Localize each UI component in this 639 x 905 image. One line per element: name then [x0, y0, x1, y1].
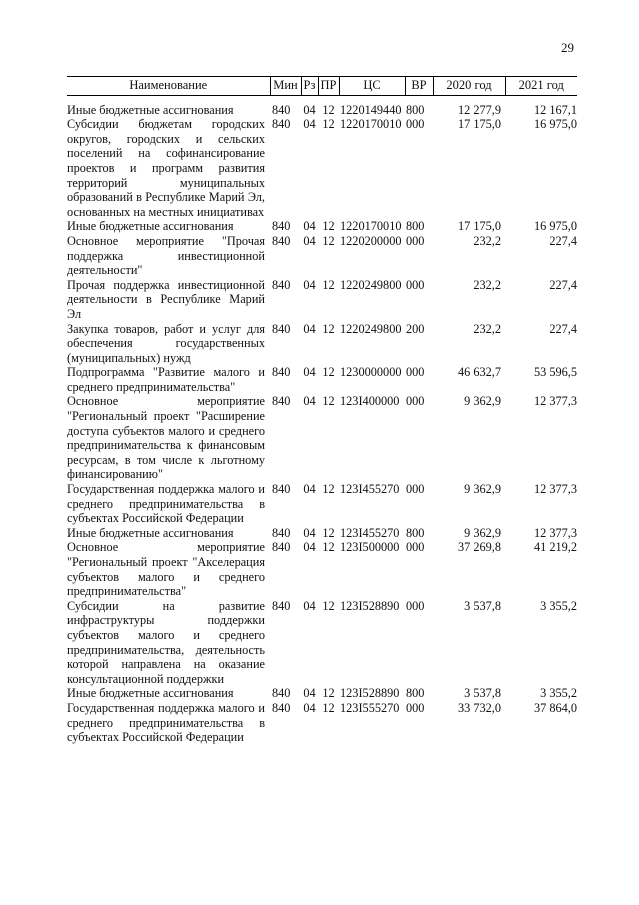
row-pr: 12 — [322, 219, 335, 234]
row-min: 840 — [272, 482, 291, 497]
row-rz: 04 — [303, 365, 316, 380]
row-rz: 04 — [303, 540, 316, 555]
row-vr: 000 — [406, 700, 425, 715]
row-min: 840 — [272, 102, 291, 117]
row-2021: 227,4 — [549, 277, 577, 292]
row-2020: 9 362,9 — [464, 482, 501, 497]
row-min: 840 — [272, 700, 291, 715]
row-vr: 000 — [406, 394, 425, 409]
row-2021: 16 975,0 — [533, 219, 577, 234]
row-2020: 12 277,9 — [457, 102, 501, 117]
row-name: Прочая поддержка инвестиционной деятельности в Республике Марий Эл — [67, 277, 265, 321]
row-cs: 123I528890 — [340, 598, 400, 613]
row-pr: 12 — [322, 394, 335, 409]
row-min: 840 — [272, 117, 291, 132]
row-2021: 12 377,3 — [533, 525, 577, 540]
row-min: 840 — [272, 394, 291, 409]
table-row — [67, 117, 577, 219]
row-rz: 04 — [303, 700, 316, 715]
row-pr: 12 — [322, 117, 335, 132]
row-2021: 12 167,1 — [533, 102, 577, 117]
row-vr: 000 — [406, 117, 425, 132]
row-name: Иные бюджетные ассигнования — [67, 102, 234, 117]
row-pr: 12 — [322, 365, 335, 380]
row-name: Иные бюджетные ассигнования — [67, 525, 234, 540]
table-row — [67, 322, 577, 366]
row-cs: 1220249800 — [340, 277, 402, 292]
row-2020: 33 732,0 — [457, 700, 501, 715]
row-name: Закупка товаров, работ и услуг для обеспечения государственных (муниципальных) нужд — [67, 321, 265, 365]
table-row — [67, 234, 577, 278]
table-row — [67, 482, 577, 526]
row-vr: 800 — [406, 686, 425, 701]
row-name: Субсидии бюджетам городских округов, городских и сельских поселений на софинансирование проектов и программ развития территорий муниципальных образований в Республике Марий Эл, основанных на местных инициативах — [67, 117, 265, 219]
row-vr: 000 — [406, 598, 425, 613]
header-2020: 2020 год — [433, 77, 505, 96]
header-vr: ВР — [405, 77, 433, 96]
row-min: 840 — [272, 321, 291, 336]
row-rz: 04 — [303, 219, 316, 234]
row-vr: 000 — [406, 540, 425, 555]
row-min: 840 — [272, 540, 291, 555]
row-cs: 123I400000 — [340, 394, 400, 409]
row-pr: 12 — [322, 277, 335, 292]
table-row — [67, 394, 577, 482]
row-rz: 04 — [303, 686, 316, 701]
row-name: Субсидии на развитие инфраструктуры поддержки субъектов малого и среднего предпринимательства, деятельность которой направлена на оказание консультационной поддержки — [67, 598, 265, 686]
row-min: 840 — [272, 219, 291, 234]
row-name: Основное мероприятие "Прочая поддержка инвестиционной деятельности" — [67, 233, 265, 278]
row-name: Государственная поддержка малого и среднего предпринимательства в субъектах Российской Федерации — [67, 700, 265, 745]
table-row — [67, 686, 577, 701]
row-pr: 12 — [322, 700, 335, 715]
row-pr: 12 — [322, 102, 335, 117]
table-body — [67, 95, 577, 745]
row-2020: 9 362,9 — [464, 525, 501, 540]
row-vr: 000 — [406, 365, 425, 380]
row-2020: 3 537,8 — [464, 686, 501, 701]
table-header — [67, 77, 577, 96]
row-min: 840 — [272, 233, 291, 248]
row-name: Подпрограмма "Развитие малого и среднего предпринимательства" — [67, 365, 265, 394]
header-2021: 2021 год — [505, 77, 577, 96]
row-cs: 1220249800 — [340, 321, 402, 336]
table-row — [67, 701, 577, 745]
row-name: Иные бюджетные ассигнования — [67, 686, 234, 701]
row-pr: 12 — [322, 686, 335, 701]
row-2021: 53 596,5 — [533, 365, 577, 380]
row-rz: 04 — [303, 394, 316, 409]
row-vr: 200 — [406, 321, 425, 336]
row-pr: 12 — [322, 321, 335, 336]
row-cs: 123I528890 — [340, 686, 400, 701]
row-cs: 1220170010 — [340, 219, 402, 234]
row-pr: 12 — [322, 482, 335, 497]
row-vr: 000 — [406, 277, 425, 292]
row-cs: 1230000000 — [340, 365, 402, 380]
row-2021: 16 975,0 — [533, 117, 577, 132]
table-row — [67, 219, 577, 234]
table-row — [67, 365, 577, 394]
row-2020: 17 175,0 — [457, 117, 501, 132]
row-2021: 3 355,2 — [540, 686, 577, 701]
row-2020: 9 362,9 — [464, 394, 501, 409]
row-vr: 800 — [406, 219, 425, 234]
row-2021: 3 355,2 — [540, 598, 577, 613]
row-2021: 227,4 — [549, 321, 577, 336]
row-vr: 000 — [406, 482, 425, 497]
row-name: Основное мероприятие "Региональный проект "Акселерация субъектов малого и среднего предпринимательства" — [67, 540, 265, 599]
table-row — [67, 95, 577, 117]
row-2021: 12 377,3 — [533, 482, 577, 497]
row-rz: 04 — [303, 117, 316, 132]
row-pr: 12 — [322, 598, 335, 613]
row-2021: 12 377,3 — [533, 394, 577, 409]
row-vr: 800 — [406, 102, 425, 117]
header-cs: ЦС — [339, 77, 405, 96]
row-2020: 232,2 — [473, 321, 501, 336]
row-name: Государственная поддержка малого и среднего предпринимательства в субъектах Российской Федерации — [67, 482, 265, 526]
row-pr: 12 — [322, 525, 335, 540]
table-row — [67, 540, 577, 598]
row-vr: 000 — [406, 233, 425, 248]
row-pr: 12 — [322, 540, 335, 555]
row-2020: 232,2 — [473, 277, 501, 292]
row-rz: 04 — [303, 525, 316, 540]
row-vr: 800 — [406, 525, 425, 540]
row-min: 840 — [272, 525, 291, 540]
header-min: Мин — [270, 77, 301, 96]
row-cs: 1220170010 — [340, 117, 402, 132]
row-cs: 123I500000 — [340, 540, 400, 555]
row-2020: 232,2 — [473, 233, 501, 248]
budget-table — [67, 76, 577, 745]
row-2020: 17 175,0 — [457, 219, 501, 234]
row-2020: 37 269,8 — [457, 540, 501, 555]
row-name: Иные бюджетные ассигнования — [67, 219, 234, 234]
row-rz: 04 — [303, 277, 316, 292]
header-name: Наименование — [67, 77, 270, 96]
row-2020: 3 537,8 — [464, 598, 501, 613]
header-rz: Рз — [301, 77, 318, 96]
row-min: 840 — [272, 686, 291, 701]
header-pr: ПР — [318, 77, 339, 96]
row-min: 840 — [272, 598, 291, 613]
table-row — [67, 526, 577, 541]
page-number: 29 — [561, 40, 574, 55]
row-cs: 123I555270 — [340, 700, 400, 715]
row-name: Основное мероприятие "Региональный проект "Расширение доступа субъектов малого и среднего предпринимательства к финансовым ресурсам, в том числе к льготному финансированию" — [67, 394, 265, 482]
row-cs: 123I455270 — [340, 482, 400, 497]
row-pr: 12 — [322, 233, 335, 248]
row-rz: 04 — [303, 321, 316, 336]
row-min: 840 — [272, 277, 291, 292]
row-2021: 227,4 — [549, 233, 577, 248]
row-cs: 123I455270 — [340, 525, 400, 540]
table-row — [67, 278, 577, 322]
row-min: 840 — [272, 365, 291, 380]
row-cs: 1220149440 — [340, 102, 402, 117]
row-2020: 46 632,7 — [457, 365, 501, 380]
row-2021: 41 219,2 — [533, 540, 577, 555]
row-rz: 04 — [303, 598, 316, 613]
row-rz: 04 — [303, 233, 316, 248]
row-cs: 1220200000 — [340, 233, 402, 248]
row-2021: 37 864,0 — [533, 700, 577, 715]
row-rz: 04 — [303, 482, 316, 497]
table-row — [67, 599, 577, 687]
row-rz: 04 — [303, 102, 316, 117]
